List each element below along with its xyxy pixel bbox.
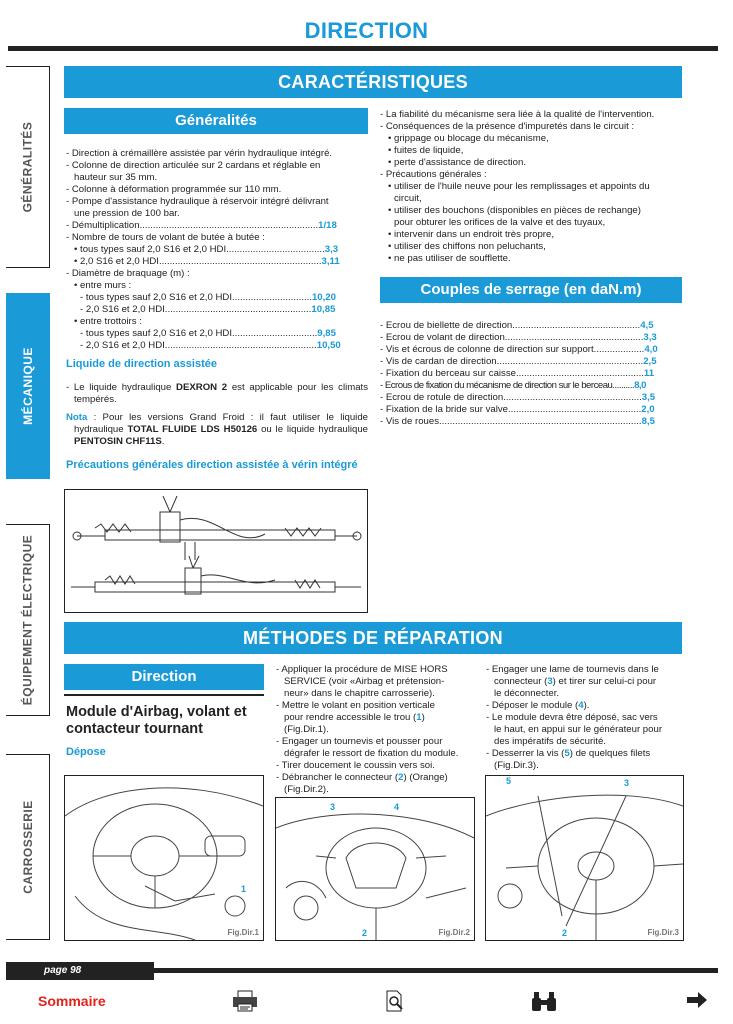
spec-row: - 2,0 S16 et 2,0 HDI.......................................................10,85: [80, 304, 336, 315]
callout-3: 3: [330, 802, 336, 812]
sommaire-link[interactable]: Sommaire: [38, 993, 106, 1009]
methodes-banner: MÉTHODES DE RÉPARATION: [64, 622, 682, 654]
sidebar-tab-mecanique[interactable]: MÉCANIQUE: [6, 293, 50, 479]
couples-list: [380, 320, 682, 428]
caracteristiques-banner: CARACTÉRISTIQUES: [64, 66, 682, 98]
figure-label: Fig.Dir.2: [438, 928, 470, 937]
couples-banner: Couples de serrage (en daN.m): [380, 277, 682, 303]
printer-icon[interactable]: [232, 990, 258, 1017]
direction-rule: [64, 694, 264, 696]
figure-dir-1: [64, 775, 264, 941]
callout-3: 3: [624, 778, 630, 788]
binoculars-icon[interactable]: [530, 990, 558, 1017]
generalites-text: - Direction à crémaillère assistée par vérin hydraulique intégré. - Colonne de direction articulée sur 2 cardans et réglable en hauteur sur 35 mm. - Colonne à déformation programmée sur 110 mm. - Pompe d'assistance hydraulique à réservoir intégré délivrant une pression de 100 bar. - Démultiplication...................................................................1/18 - Nombre de tours de volant de butée à butée : • tous types sauf 2,0 S16 et 2,0 HDI.....................................3,3 • 2,0 S16 et 2,0 HDI.............................................................3,11 - Diamètre de braquage (m) : • entre murs : - tous types sauf 2,0 S16 et 2,0 HDI..............................10,20 - 2,0 S16 et 2,0 HDI.......................................................10,85 • entre trottoirs : - tous types sauf 2,0 S16 et 2,0 HDI................................9,85 - 2,0 S16 et 2,0 HDI.........................................................10,50: [66, 148, 368, 352]
figure-dir-2: [275, 797, 475, 941]
procedure-col-3: - Engager une lame de tournevis dans le connecteur (3) et tirer sur celui-ci pour le déconnecter. - Déposer le module (4). - Le module devra être déposé, sac vers le haut, en appui sur le générateur pour des impératifs de sécurité. - Desserrer la vis (5) de quelques filets (Fig.Dir.3).: [486, 664, 663, 771]
torque-row: - Vis de roues............................................................................8,5: [380, 416, 655, 427]
callout-4: 4: [394, 802, 400, 812]
page-number: page 98: [6, 962, 154, 980]
arrow-right-icon[interactable]: [686, 990, 708, 1015]
spec-row: - tous types sauf 2,0 S16 et 2,0 HDI................................9,85: [80, 328, 336, 339]
dashboard-drawing-1: [65, 776, 263, 940]
callout-2: 2: [562, 928, 568, 938]
search-document-icon[interactable]: [384, 990, 406, 1017]
torque-row: - Fixation du berceau sur caisse................................................11: [380, 368, 655, 379]
spec-row: - tous types sauf 2,0 S16 et 2,0 HDI..............................10,20: [80, 292, 336, 303]
sidebar-tab-generalites[interactable]: GÉNÉRALITÉS: [6, 66, 50, 268]
liquide-text: - Le liquide hydraulique DEXRON 2 est applicable pour les climats tempérés. Nota : Pour les versions Grand Froid : il faut utiliser le liquide hydraulique TOTAL FLUIDE LDS H50126 ou le liquide hydraulique PENTOSIN CHF11S.: [66, 382, 369, 447]
spec-row: • tous types sauf 2,0 S16 et 2,0 HDI.....................................3,3: [74, 244, 339, 255]
precautions-text: - La fiabilité du mécanisme sera liée à la qualité de l'intervention. - Conséquences de la présence d'impuretés dans le circuit : • grippage ou blocage du mécanisme, • fuites de liquide, • perte d'assistance de direction. - Précautions générales : • utiliser de l'huile neuve pour les remplissages et appoints du circuit, • utiliser des bouchons (disponibles en pièces de rechange) pour obturer les orifices de la valve et des tuyaux, • intervenir dans un endroit très propre, • utiliser des chiffons non peluchants, • ne pas utiliser de soufflette.: [380, 109, 655, 264]
figure-label: Fig.Dir.1: [227, 928, 259, 937]
page-title: DIRECTION: [304, 18, 429, 43]
torque-row: - Ecrous de fixation du mécanisme de direction sur le berceau..........8,0: [380, 380, 646, 391]
callout-1: 1: [241, 884, 247, 894]
torque-row: - Fixation de la bride sur valve..................................................2,0: [380, 404, 655, 415]
spec-row: • 2,0 S16 et 2,0 HDI.............................................................3,11: [74, 256, 340, 267]
torque-row: - Vis et écrous de colonne de direction sur support...................4,0: [380, 344, 658, 355]
callout-5: 5: [506, 776, 512, 786]
procedure-col-2: - Appliquer la procédure de MISE HORS SERVICE (voir «Airbag et prétension- neur» dans le chapitre carrosserie). - Mettre le volant en position verticale pour rendre accessible le trou (1) (Fig.Dir.1). - Engager un tournevis et pousser pour dégrafer le ressort de fixation du module. - Tirer doucement le coussin vers soi. - Débrancher le connecteur (2) (Orange) (Fig.Dir.2).: [276, 664, 459, 795]
sidebar-tab-equipement-electrique[interactable]: ÉQUIPEMENT ÉLECTRIQUE: [6, 524, 50, 716]
figure-label: Fig.Dir.3: [647, 928, 679, 937]
steering-rack-figure: [64, 489, 368, 613]
liquide-heading: Liquide de direction assistée: [66, 358, 217, 370]
module-title: Module d'Airbag, volant et contacteur tournant: [66, 704, 247, 737]
dashboard-drawing-3: [486, 776, 683, 940]
torque-row: - Ecrou de volant de direction....................................................3,3: [380, 332, 657, 343]
header-rule: [8, 46, 718, 51]
torque-row: - Ecrou de rotule de direction....................................................3,5: [380, 392, 656, 403]
steering-rack-drawing: [65, 490, 367, 612]
callout-2: 2: [362, 928, 368, 938]
precautions-heading: Précautions générales direction assistée à vérin intégré: [66, 459, 358, 471]
dashboard-drawing-2: [276, 798, 474, 940]
direction-banner: Direction: [64, 664, 264, 690]
depose-heading: Dépose: [66, 746, 106, 758]
figure-dir-3: [485, 775, 684, 941]
torque-row: - Ecrou de biellette de direction................................................4,5: [380, 320, 654, 331]
spec-demultiplication: - Démultiplication...................................................................1/18: [66, 220, 337, 231]
torque-row: - Vis de cardan de direction.......................................................2,5: [380, 356, 657, 367]
generalites-banner: Généralités: [64, 108, 368, 134]
spec-row: - 2,0 S16 et 2,0 HDI.........................................................10,50: [80, 340, 341, 351]
sidebar-tab-carrosserie[interactable]: CARROSSERIE: [6, 754, 50, 940]
